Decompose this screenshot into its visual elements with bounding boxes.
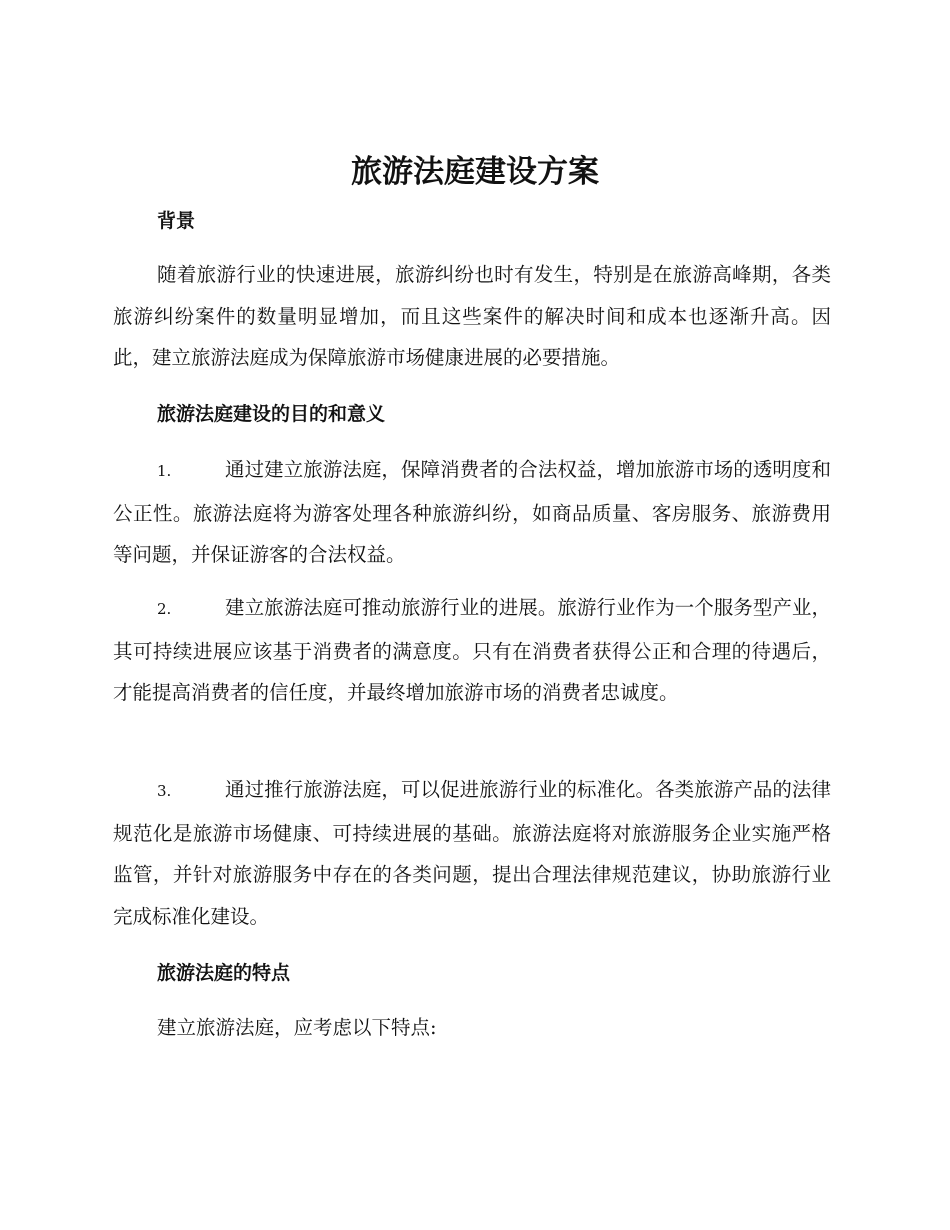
purpose-item-3 bbox=[113, 769, 831, 937]
section-heading-features: 旅游法庭的特点 bbox=[157, 962, 291, 984]
list-number: 2. bbox=[157, 600, 172, 618]
background-paragraph: 随着旅游行业的快速进展，旅游纠纷也时有发生，特别是在旅游高峰期，各类旅游纠纷案件的数量明显增加，而且这些案件的解决时间和成本也逐渐升高。因此，建立旅游法庭成为保障旅游市场健康进展的必要措施。 bbox=[113, 263, 831, 369]
list-item-text: 通过建立旅游法庭，保障消费者的合法权益，增加旅游市场的透明度和公正性。旅游法庭将为游客处理各种旅游纠纷，如商品质量、客房服务、旅游费用等问题，并保证游客的合法权益。 bbox=[113, 458, 831, 566]
list-item-text: 通过推行旅游法庭，可以促进旅游行业的标准化。各类旅游产品的法律规范化是旅游市场健康、可持续进展的基础。旅游法庭将对旅游服务企业实施严格监管，并针对旅游服务中存在的各类问题，提出合理法律规范建议，协助旅游行业完成标准化建设。 bbox=[113, 778, 831, 928]
purpose-item-2 bbox=[113, 587, 831, 714]
section-heading-purpose: 旅游法庭建设的目的和意义 bbox=[157, 403, 386, 425]
purpose-item-1 bbox=[113, 449, 831, 576]
list-item-text: 建立旅游法庭可推动旅游行业的进展。旅游行业作为一个服务型产业，其可持续进展应该基于消费者的满意度。只有在消费者获得公正和合理的待遇后，才能提高消费者的信任度，并最终增加旅游市场的消费者忠诚度。 bbox=[113, 596, 831, 704]
list-number: 3. bbox=[157, 782, 172, 800]
document-title: 旅游法庭建设方案 bbox=[351, 154, 599, 190]
features-intro-paragraph: 建立旅游法庭，应考虑以下特点: bbox=[157, 1016, 437, 1039]
list-number: 1. bbox=[157, 462, 172, 480]
section-heading-background: 背景 bbox=[157, 210, 196, 232]
